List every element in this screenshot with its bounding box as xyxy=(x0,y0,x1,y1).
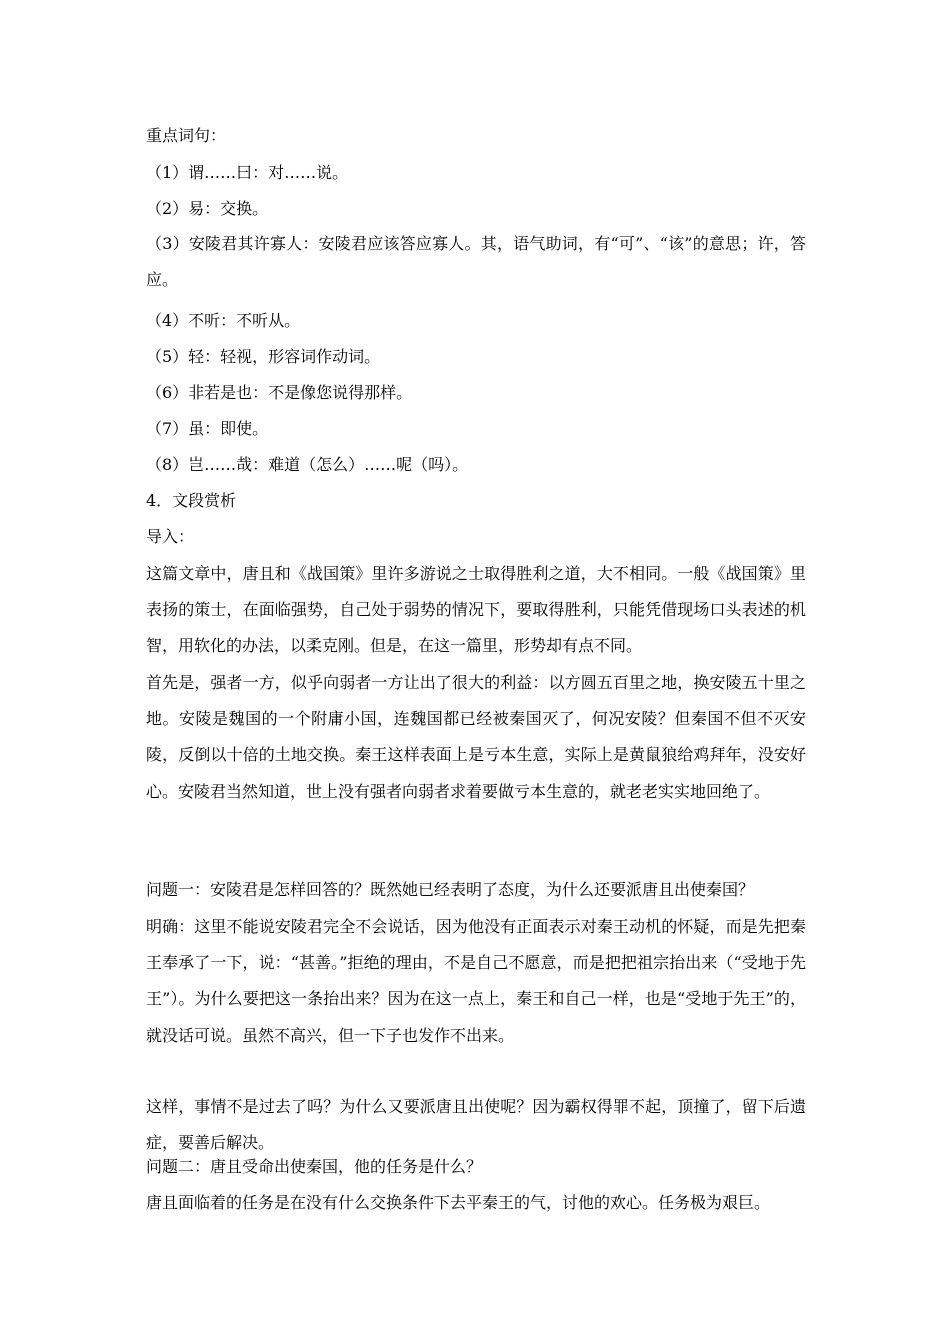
paragraph: 这样，事情不是过去了吗？为什么又要派唐且出使呢？因为霸权得罪不起，顶撞了，留下后遗症，要善后解决。 xyxy=(146,1097,806,1153)
question: 问题一：安陵君是怎样回答的？既然她已经表明了态度，为什么还要派唐且出使秦国？ xyxy=(146,880,755,899)
paragraph: 唐且面临着的任务是在没有什么交换条件下去平秦王的气，讨他的欢心。任务极为艰巨。 xyxy=(146,1193,771,1212)
section-title: 4．文段赏析 xyxy=(146,491,237,510)
paragraph: 首先是，强者一方，似乎向弱者一方让出了很大的利益：以方圆五百里之地，换安陵五十里之地。安陵是魏国的一个附庸小国，连魏国都已经被秦国灭了，何况安陵？但秦国不但不灭安陵，反倒以十倍的土地交换。秦王这样表面上是亏本生意，实际上是黄鼠狼给鸡拜年，没安好心。安陵君当然知道，世上没有强者向弱者求着要做亏本生意的，就老老实实地回绝了。 xyxy=(146,673,806,801)
question: 问题二：唐且受命出使秦国，他的任务是什么？ xyxy=(146,1157,483,1176)
answer: 明确：这里不能说安陵君完全不会说话，因为他没有正面表示对秦王动机的怀疑，而是先把秦王奉承了一下，说：“甚善。”拒绝的理由，不是自己不愿意，而是把把祖宗抬出来（“受地于先王”）。为什么要把这一条抬出来？因为在这一点上，秦王和自己一样，也是“受地于先王”的，就没话可说。虽然不高兴，但一下子也发作不出来。 xyxy=(146,917,806,1045)
section-heading: 重点词句： xyxy=(146,126,227,145)
note-item: （7）虽：即使。 xyxy=(146,419,269,438)
note-item: （6）非若是也：不是像您说得那样。 xyxy=(146,383,413,402)
intro-label: 导入： xyxy=(146,527,195,546)
note-item: （5）轻：轻视，形容词作动词。 xyxy=(146,347,381,366)
paragraph: 这篇文章中，唐且和《战国策》里许多游说之士取得胜利之道，大不相同。一般《战国策》里表扬的策士，在面临强势，自己处于弱势的情况下，要取得胜利，只能凭借现场口头表述的机智，用软化的办法，以柔克刚。但是，在这一篇里，形势却有点不同。 xyxy=(146,564,806,656)
note-item: （1）谓……曰：对……说。 xyxy=(146,163,349,182)
note-item: （3）安陵君其许寡人：安陵君应该答应寡人。其，语气助词，有“可”、“该”的意思；许，答应。 xyxy=(146,234,806,290)
note-item: （2）易：交换。 xyxy=(146,199,269,218)
note-item: （4）不听：不听从。 xyxy=(146,311,301,330)
note-item: （8）岂……哉：难道（怎么）……呢（吗）。 xyxy=(146,455,469,474)
